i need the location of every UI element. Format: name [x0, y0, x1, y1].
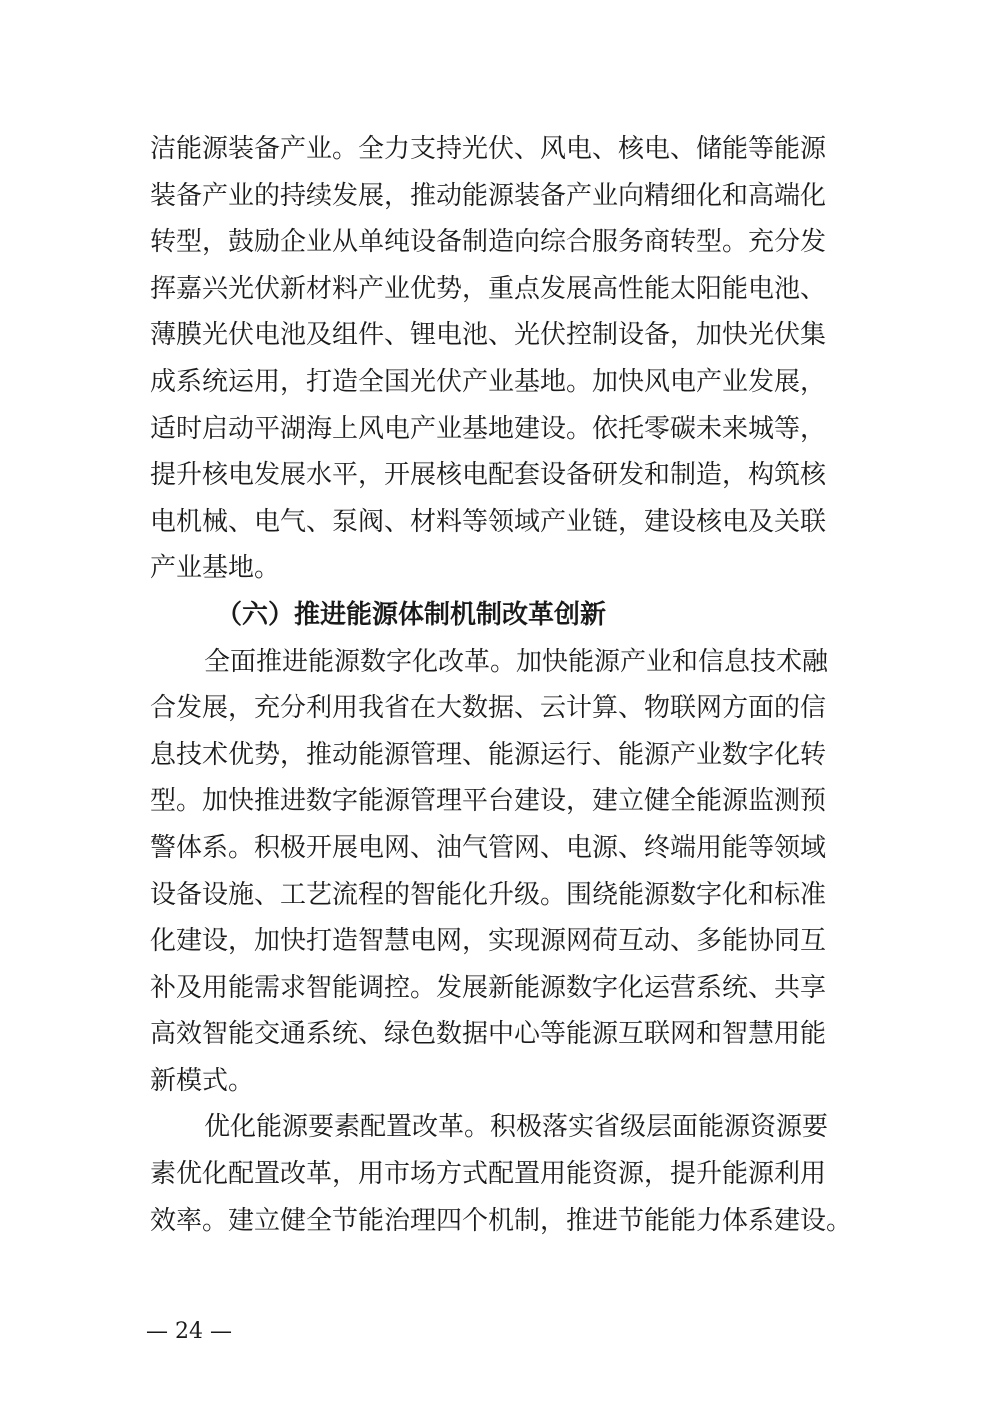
paragraph-line: 转型，鼓励企业从单纯设备制造向综合服务商转型。充分发	[150, 227, 827, 258]
paragraph-line: 挥嘉兴光伏新材料产业优势，重点发展高性能太阳能电池、	[150, 273, 827, 304]
paragraph-line: 补及用能需求智能调控。发展新能源数字化运营系统、共享	[150, 972, 827, 1003]
paragraph-line: 提升核电发展水平，开展核电配套设备研发和制造，构筑核	[150, 460, 827, 491]
paragraph-line: 洁能源装备产业。全力支持光伏、风电、核电、储能等能源	[150, 134, 827, 164]
paragraph-line: 息技术优势，推动能源管理、能源运行、能源产业数字化转	[150, 739, 827, 770]
paragraph-line: 优化能源要素配置改革。积极落实省级层面能源资源要	[204, 1112, 829, 1143]
paragraph-line: 高效智能交通系统、绿色数据中心等能源互联网和智慧用能	[150, 1019, 827, 1050]
page-number: — 24 —	[146, 1319, 232, 1344]
paragraph-line: 效率。建立健全节能治理四个机制，推进节能能力体系建设。	[150, 1205, 853, 1236]
paragraph-line: 设备设施、工艺流程的智能化升级。围绕能源数字化和标准	[150, 879, 827, 910]
paragraph-line: 全面推进能源数字化改革。加快能源产业和信息技术融	[204, 646, 829, 677]
paragraph-line: 合发展，充分利用我省在大数据、云计算、物联网方面的信	[150, 693, 827, 724]
paragraph-line: 电机械、电气、泵阀、材料等领域产业链，建设核电及关联	[150, 506, 827, 537]
paragraph-line: 警体系。积极开展电网、油气管网、电源、终端用能等领域	[150, 832, 827, 863]
paragraph-line: 新模式。	[150, 1065, 255, 1096]
paragraph-line: 成系统运用，打造全国光伏产业基地。加快风电产业发展，	[150, 366, 827, 397]
section-heading: （六）推进能源体制机制改革创新	[216, 599, 607, 630]
paragraph-line: 装备产业的持续发展，推动能源装备产业向精细化和高端化	[150, 180, 827, 211]
paragraph-line: 适时启动平湖海上风电产业基地建设。依托零碳未来城等，	[150, 413, 827, 444]
paragraph-line: 薄膜光伏电池及组件、锂电池、光伏控制设备，加快光伏集	[150, 320, 827, 351]
paragraph-line: 型。加快推进数字能源管理平台建设，建立健全能源监测预	[150, 786, 827, 817]
paragraph-line: 素优化配置改革，用市场方式配置用能资源，提升能源利用	[150, 1159, 827, 1190]
body-text	[150, 126, 853, 1244]
paragraph-line: 化建设，加快打造智慧电网，实现源网荷互动、多能协同互	[150, 926, 827, 957]
paragraph-line: 产业基地。	[150, 553, 281, 584]
